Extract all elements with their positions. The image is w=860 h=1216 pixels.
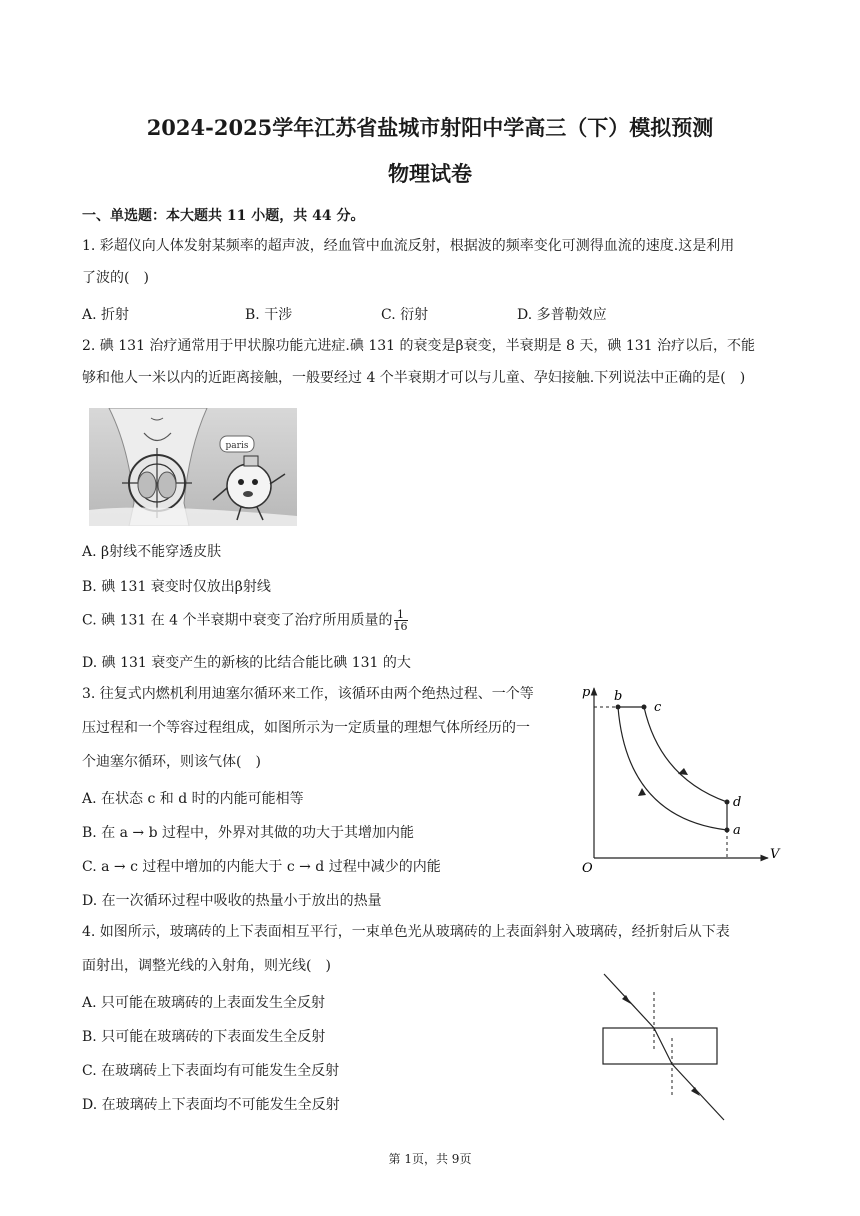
emergent-arrow [691, 1087, 700, 1096]
thyroid-illustration [89, 408, 297, 526]
q2-option-c-text: C. 碘 131 在 4 个半衰期中衰变了治疗所用质量的 [82, 612, 393, 629]
state-c-dot [642, 705, 647, 710]
process-c-d [644, 707, 727, 802]
origin-label: O [582, 861, 593, 876]
state-a-label: a [733, 823, 741, 838]
fraction [394, 609, 408, 632]
q2-stem-line1: 2. 碘 131 治疗通常用于甲状腺功能亢进症.碘 131 的衰变是β衰变，半衰期是 8 天，碘 131 治疗以后，不能 [82, 338, 756, 354]
page-footer: 第 1页，共 9页 [388, 1152, 472, 1166]
emergent-ray [672, 1064, 724, 1120]
q2-option-c [82, 609, 408, 632]
page-title-line2: 物理试卷 [388, 161, 472, 186]
q2-option-a: A. β射线不能穿透皮肤 [82, 544, 222, 560]
q1-stem-line1: 1. 彩超仪向人体发射某频率的超声波，经血管中血流反射，根据波的频率变化可测得血流的速度.这是利用 [82, 238, 735, 254]
q4-stem-line2: 面射出，调整光线的入射角，则光线( ) [82, 958, 331, 974]
arrow-a-b [638, 788, 646, 796]
process-a-b [618, 707, 727, 830]
speech-bubble-text: paris [225, 441, 249, 451]
refracted-ray [654, 1028, 672, 1064]
glass-brick-diagram [596, 972, 732, 1122]
q2-option-d: D. 碘 131 衰变产生的新核的比结合能比碘 131 的大 [82, 655, 411, 671]
glass-brick [603, 1028, 717, 1064]
fraction-numerator: 1 [394, 609, 408, 621]
q1-option-a: A. 折射 [82, 307, 130, 323]
q4-option-d: D. 在玻璃砖上下表面均不可能发生全反射 [82, 1097, 340, 1113]
q2-stem-line2: 够和他人一米以内的近距离接触，一般要经过 4 个半衰期才可以与儿童、孕妇接触.下列说法中正确的是( ) [82, 370, 746, 386]
state-d-dot [725, 800, 730, 805]
state-b-dot [616, 705, 621, 710]
arrow-c-d [678, 768, 688, 775]
state-d-label: d [733, 795, 742, 810]
q1-option-d: D. 多普勒效应 [517, 307, 607, 323]
q3-option-b: B. 在 a → b 过程中，外界对其做的功大于其增加内能 [82, 825, 415, 841]
q3-option-c: C. a → c 过程中增加的内能大于 c → d 过程中减少的内能 [82, 859, 441, 875]
q3-option-a: A. 在状态 c 和 d 时的内能可能相等 [82, 791, 304, 807]
q1-option-c: C. 衍射 [381, 307, 429, 323]
section-heading: 一、单选题：本大题共 11 小题，共 44 分。 [82, 208, 365, 224]
q3-stem-line2: 压过程和一个等容过程组成，如图所示为一定质量的理想气体所经历的一 [82, 720, 530, 736]
q3-stem-line3: 个迪塞尔循环，则该气体( ) [82, 754, 261, 770]
state-c-label: c [654, 700, 662, 715]
q2-option-b: B. 碘 131 衰变时仅放出β射线 [82, 579, 271, 595]
page-title-line1: 2024-2025学年江苏省盐城市射阳中学高三（下）模拟预测 [146, 115, 714, 140]
q1-option-b: B. 干涉 [245, 307, 293, 323]
q1-stem-line2: 了波的( ) [82, 270, 149, 286]
q4-stem-line1: 4. 如图所示，玻璃砖的上下表面相互平行，一束单色光从玻璃砖的上表面斜射入玻璃砖，经折射后从下表 [82, 924, 730, 940]
q4-option-b: B. 只可能在玻璃砖的下表面发生全反射 [82, 1029, 326, 1045]
q4-option-c: C. 在玻璃砖上下表面均有可能发生全反射 [82, 1063, 340, 1079]
state-a-dot [725, 828, 730, 833]
p-axis-label: p [582, 685, 591, 700]
q3-option-d: D. 在一次循环过程中吸收的热量小于放出的热量 [82, 893, 382, 909]
state-b-label: b [614, 689, 623, 704]
fraction-denominator: 16 [393, 620, 408, 633]
v-axis-label: V [770, 847, 780, 862]
pv-diagram [572, 678, 792, 878]
incident-arrow [622, 995, 631, 1004]
q3-stem-line1: 3. 往复式内燃机利用迪塞尔循环来工作，该循环由两个绝热过程、一个等 [82, 686, 534, 702]
q4-option-a: A. 只可能在玻璃砖的上表面发生全反射 [82, 995, 326, 1011]
